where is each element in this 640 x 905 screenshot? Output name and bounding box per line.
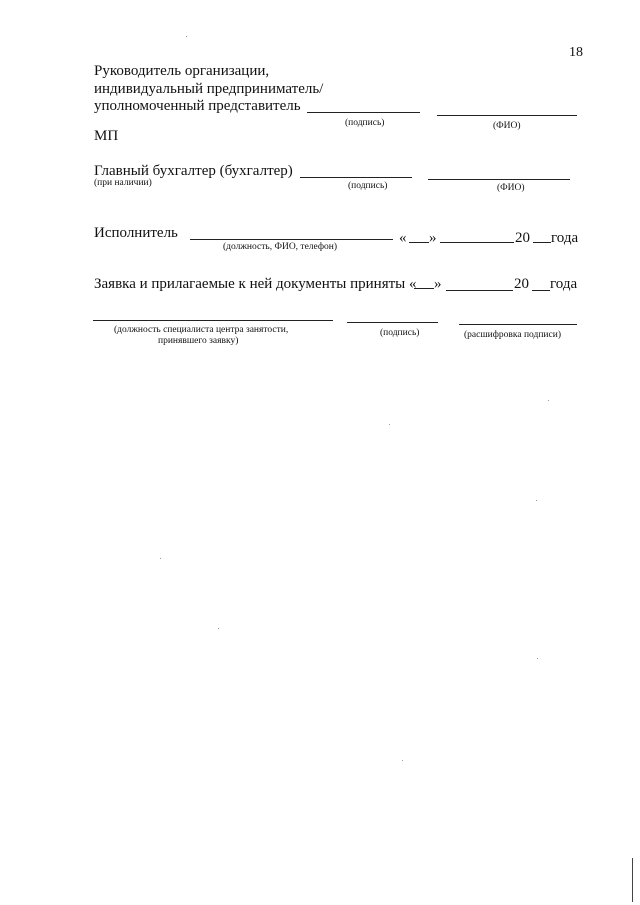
scan-speck — [389, 424, 390, 425]
head-signature-caption: (подпись) — [345, 118, 385, 128]
accountant-signature-line[interactable] — [300, 177, 412, 178]
executor-year-line[interactable] — [533, 242, 551, 243]
acceptance-day-line[interactable] — [414, 288, 434, 289]
accountant-name-line[interactable] — [428, 179, 570, 180]
acceptance-year-line[interactable] — [532, 290, 550, 291]
scan-speck — [537, 658, 538, 659]
stamp-placeholder: МП — [94, 128, 119, 144]
head-title-line-3: уполномоченный представитель — [94, 98, 301, 114]
executor-caption: (должность, ФИО, телефон) — [223, 242, 338, 252]
head-title-line-2: индивидуальный предприниматель/ — [94, 81, 324, 97]
executor-date-close: » — [429, 230, 437, 246]
scan-speck — [536, 500, 537, 501]
executor-year-prefix: 20 — [515, 230, 530, 246]
acceptance-signature-line[interactable] — [347, 322, 438, 323]
acceptance-position-line[interactable] — [93, 320, 333, 321]
accountant-label: Главный бухгалтер (бухгалтер) — [94, 163, 293, 179]
head-name-line[interactable] — [437, 115, 577, 116]
executor-details-line[interactable] — [190, 239, 393, 240]
acceptance-month-line[interactable] — [446, 290, 513, 291]
accountant-signature-caption: (подпись) — [348, 181, 388, 191]
head-title-line-1: Руководитель организации, — [94, 63, 270, 79]
acceptance-position-caption-1: (должность специалиста центра занятости, — [114, 325, 289, 335]
scan-speck — [402, 760, 403, 761]
acceptance-position-caption-2: принявшего заявку) — [158, 336, 239, 346]
head-name-caption: (ФИО) — [493, 121, 521, 131]
executor-label: Исполнитель — [94, 225, 178, 241]
page-number: 18 — [569, 45, 583, 60]
scan-speck — [218, 628, 219, 629]
executor-date-open: « — [399, 230, 407, 246]
acceptance-decode-line[interactable] — [459, 324, 577, 325]
acceptance-text: Заявка и прилагаемые к ней документы приняты « — [94, 276, 417, 292]
head-signature-line[interactable] — [307, 112, 420, 113]
scan-edge-mark — [632, 858, 633, 902]
acceptance-year-suffix: года — [550, 276, 578, 292]
executor-month-line[interactable] — [440, 242, 514, 243]
acceptance-date-close: » — [434, 276, 442, 292]
accountant-name-caption: (ФИО) — [497, 183, 525, 193]
acceptance-decode-caption: (расшифровка подписи) — [464, 330, 561, 340]
scan-speck — [548, 400, 549, 401]
executor-year-suffix: года — [551, 230, 579, 246]
scan-speck — [186, 36, 187, 37]
executor-day-line[interactable] — [409, 242, 429, 243]
scan-speck — [160, 558, 161, 559]
acceptance-signature-caption: (подпись) — [380, 328, 420, 338]
acceptance-year-prefix: 20 — [514, 276, 529, 292]
accountant-note: (при наличии) — [94, 178, 152, 188]
